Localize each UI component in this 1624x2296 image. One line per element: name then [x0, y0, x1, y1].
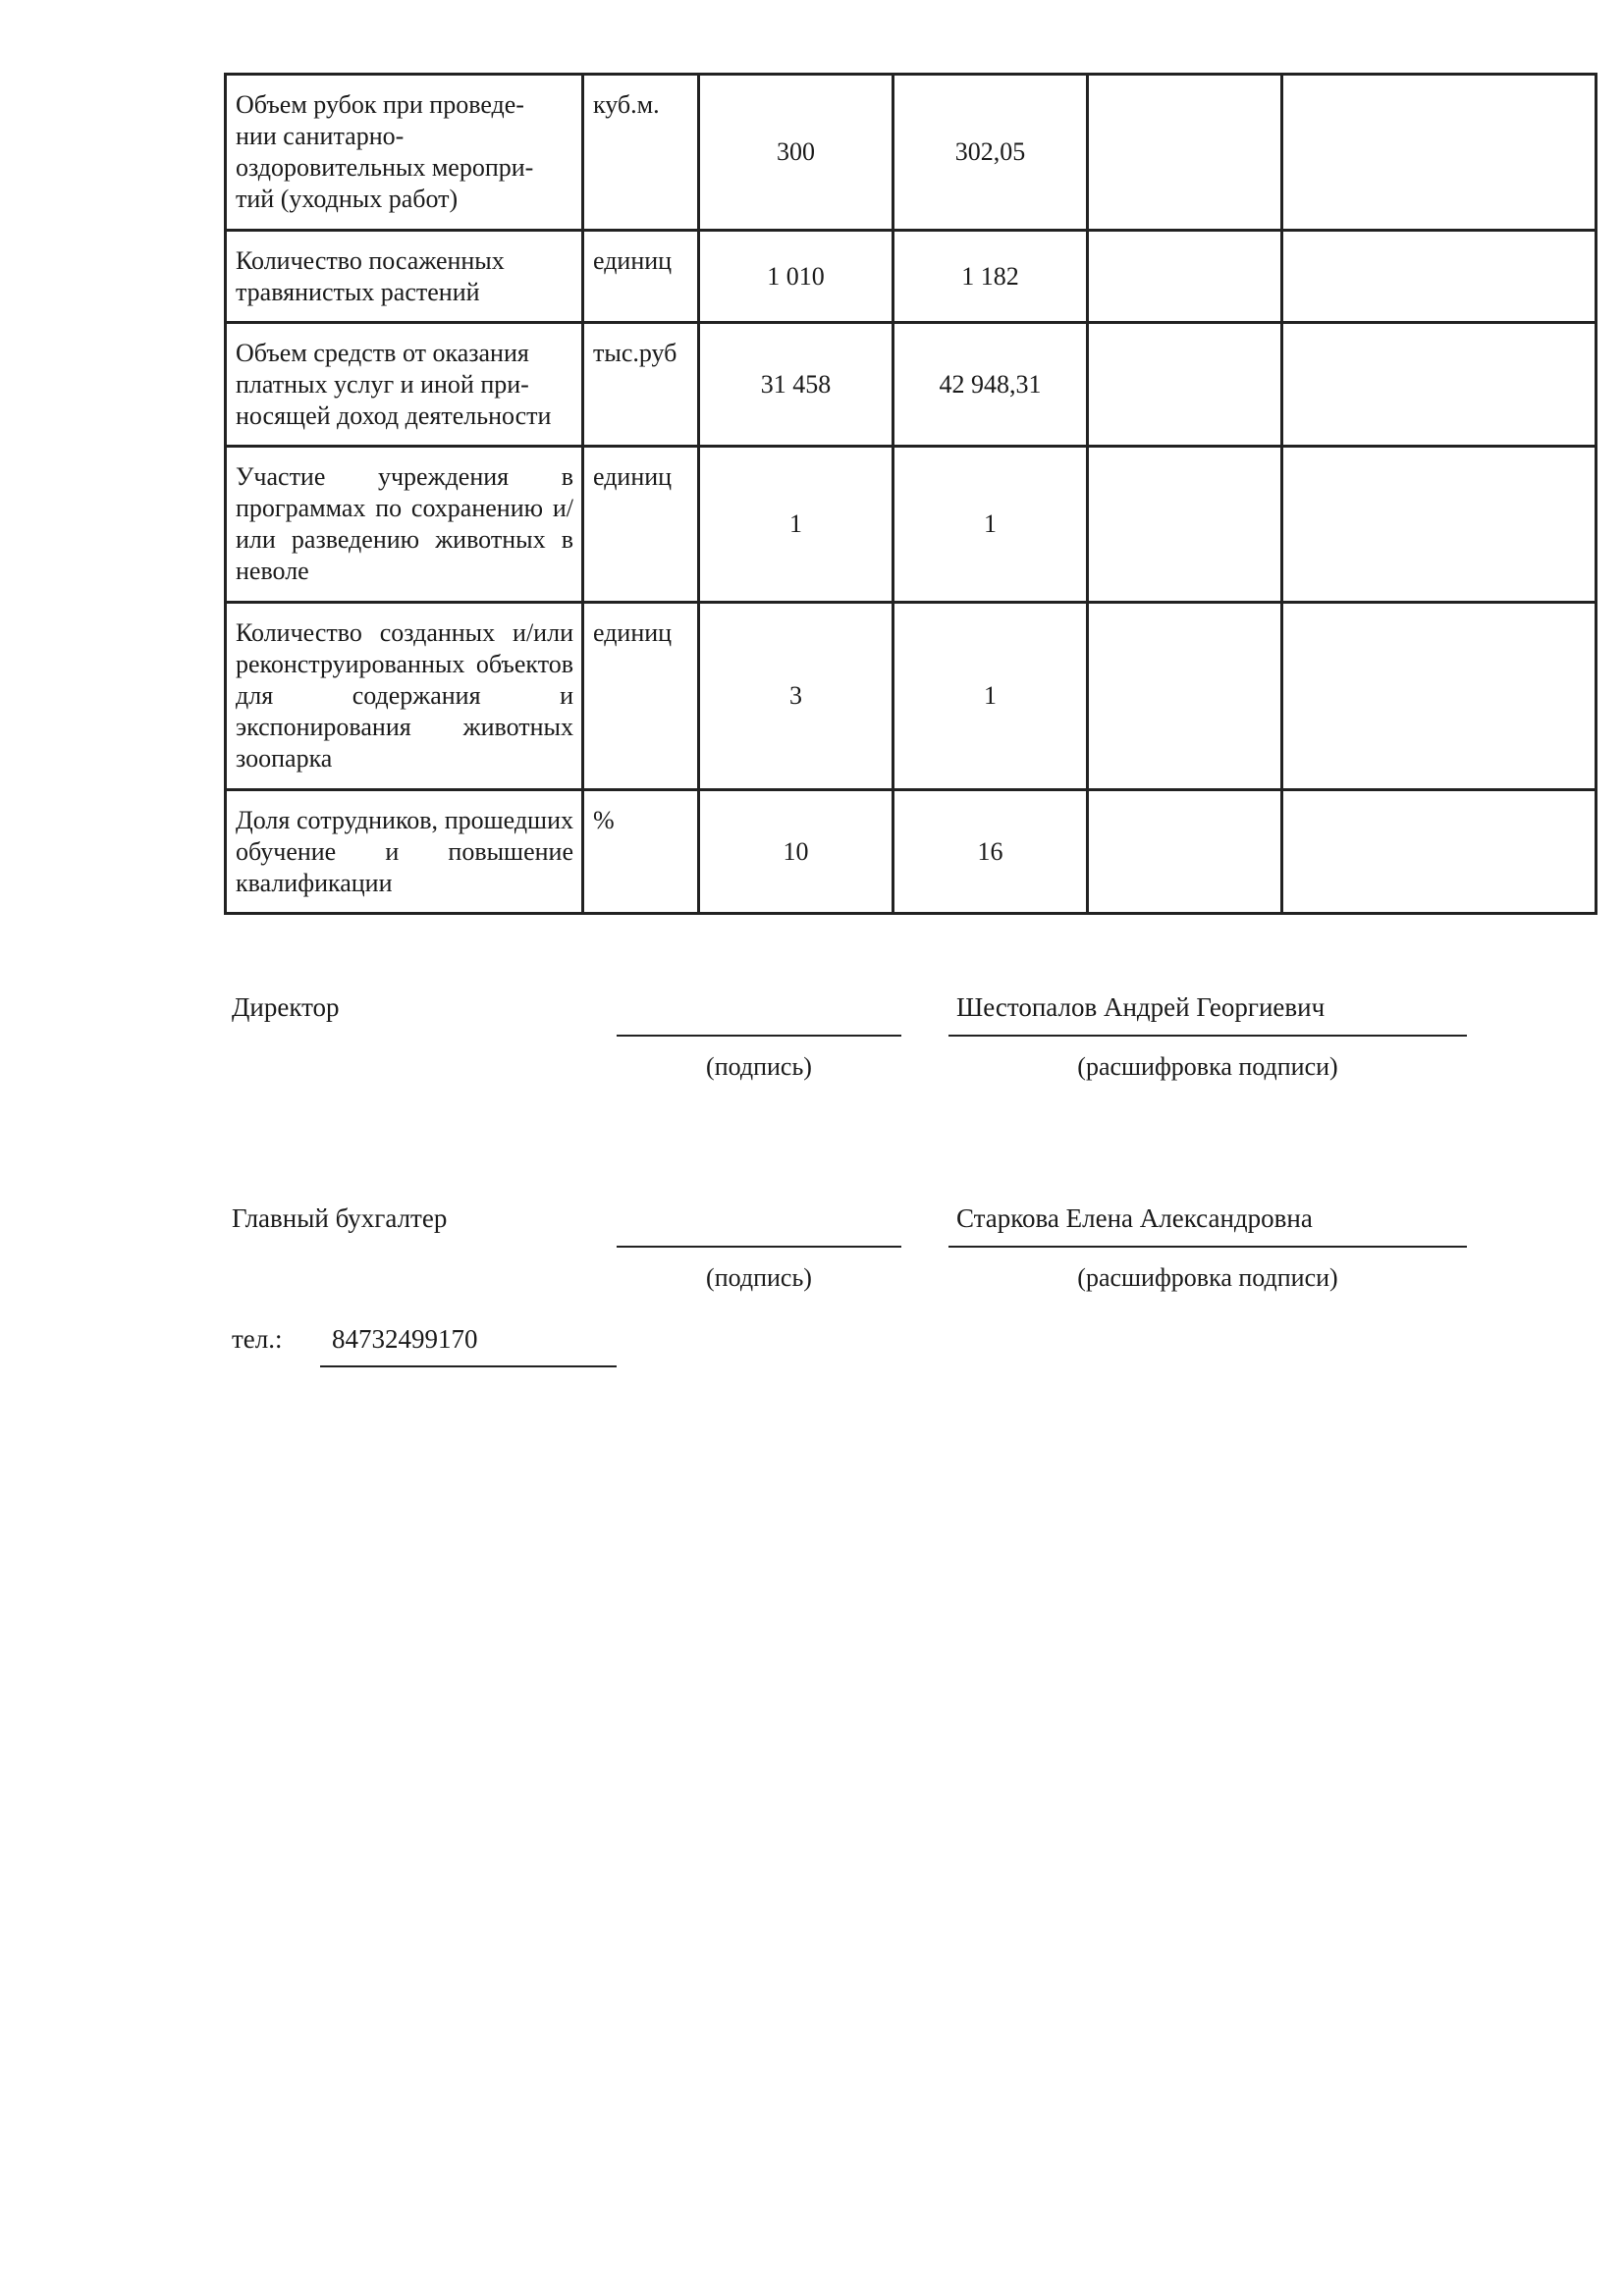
- actual-value-cell: 1: [893, 603, 1088, 790]
- empty-cell: [1282, 603, 1597, 790]
- indicator-name-cell: Доля сотрудников, прошедших обучение и повышение квалификации: [226, 790, 583, 914]
- unit-cell: единиц: [583, 447, 699, 603]
- indicators-table: [224, 73, 1597, 915]
- indicator-name-cell: Количество посаженных травянистых растений: [226, 231, 583, 323]
- table-row: [226, 75, 1597, 231]
- actual-value-cell: 16: [893, 790, 1088, 914]
- director-signature-line: [617, 1035, 901, 1037]
- plan-value-cell: 10: [699, 790, 893, 914]
- table-row: [226, 323, 1597, 447]
- actual-value-cell: 42 948,31: [893, 323, 1088, 447]
- empty-cell: [1088, 323, 1282, 447]
- director-name: Шестопалов Андрей Георгиевич: [956, 992, 1326, 1022]
- phone-value: 84732499170: [332, 1324, 478, 1354]
- empty-cell: [1282, 75, 1597, 231]
- indicator-name-cell: Участие учреждения в программах по сохранению и/или разведению животных в неволе: [226, 447, 583, 603]
- empty-cell: [1088, 603, 1282, 790]
- plan-value-cell: 31 458: [699, 323, 893, 447]
- empty-cell: [1088, 447, 1282, 603]
- unit-cell: единиц: [583, 231, 699, 323]
- phone-label: тел.:: [232, 1324, 283, 1354]
- chief-accountant-name-line: [948, 1246, 1467, 1248]
- indicator-name-cell: Объем средств от оказания платных услуг и иной при- носящей доход деятельности: [226, 323, 583, 447]
- director-name-line: [948, 1035, 1467, 1037]
- actual-value-cell: 1: [893, 447, 1088, 603]
- chief-accountant-signature-caption: (подпись): [706, 1263, 812, 1292]
- table-row: [226, 790, 1597, 914]
- chief-accountant-name: Старкова Елена Александровна: [956, 1203, 1313, 1233]
- indicator-name-cell: Количество созданных и/или реконструированных объектов для содержания и экспонирования животных зоопарка: [226, 603, 583, 790]
- empty-cell: [1088, 75, 1282, 231]
- unit-cell: куб.м.: [583, 75, 699, 231]
- empty-cell: [1088, 790, 1282, 914]
- unit-cell: %: [583, 790, 699, 914]
- plan-value-cell: 1 010: [699, 231, 893, 323]
- unit-cell: тыс.руб: [583, 323, 699, 447]
- chief-accountant-role: Главный бухгалтер: [232, 1203, 448, 1233]
- director-role: Директор: [232, 992, 340, 1022]
- empty-cell: [1282, 790, 1597, 914]
- unit-cell: единиц: [583, 603, 699, 790]
- chief-accountant-signature-line: [617, 1246, 901, 1248]
- actual-value-cell: 302,05: [893, 75, 1088, 231]
- empty-cell: [1088, 231, 1282, 323]
- empty-cell: [1282, 323, 1597, 447]
- table-row: [226, 603, 1597, 790]
- director-decoding-caption: (расшифровка подписи): [1077, 1052, 1338, 1081]
- indicator-name-cell: Объем рубок при проведе- нии санитарно- оздоровительных меропри- тий (уходных работ): [226, 75, 583, 231]
- phone-line: [320, 1365, 617, 1367]
- plan-value-cell: 3: [699, 603, 893, 790]
- plan-value-cell: 300: [699, 75, 893, 231]
- actual-value-cell: 1 182: [893, 231, 1088, 323]
- empty-cell: [1282, 447, 1597, 603]
- empty-cell: [1282, 231, 1597, 323]
- plan-value-cell: 1: [699, 447, 893, 603]
- director-signature-caption: (подпись): [706, 1052, 812, 1081]
- table-row: [226, 447, 1597, 603]
- chief-accountant-decoding-caption: (расшифровка подписи): [1077, 1263, 1338, 1292]
- table-row: [226, 231, 1597, 323]
